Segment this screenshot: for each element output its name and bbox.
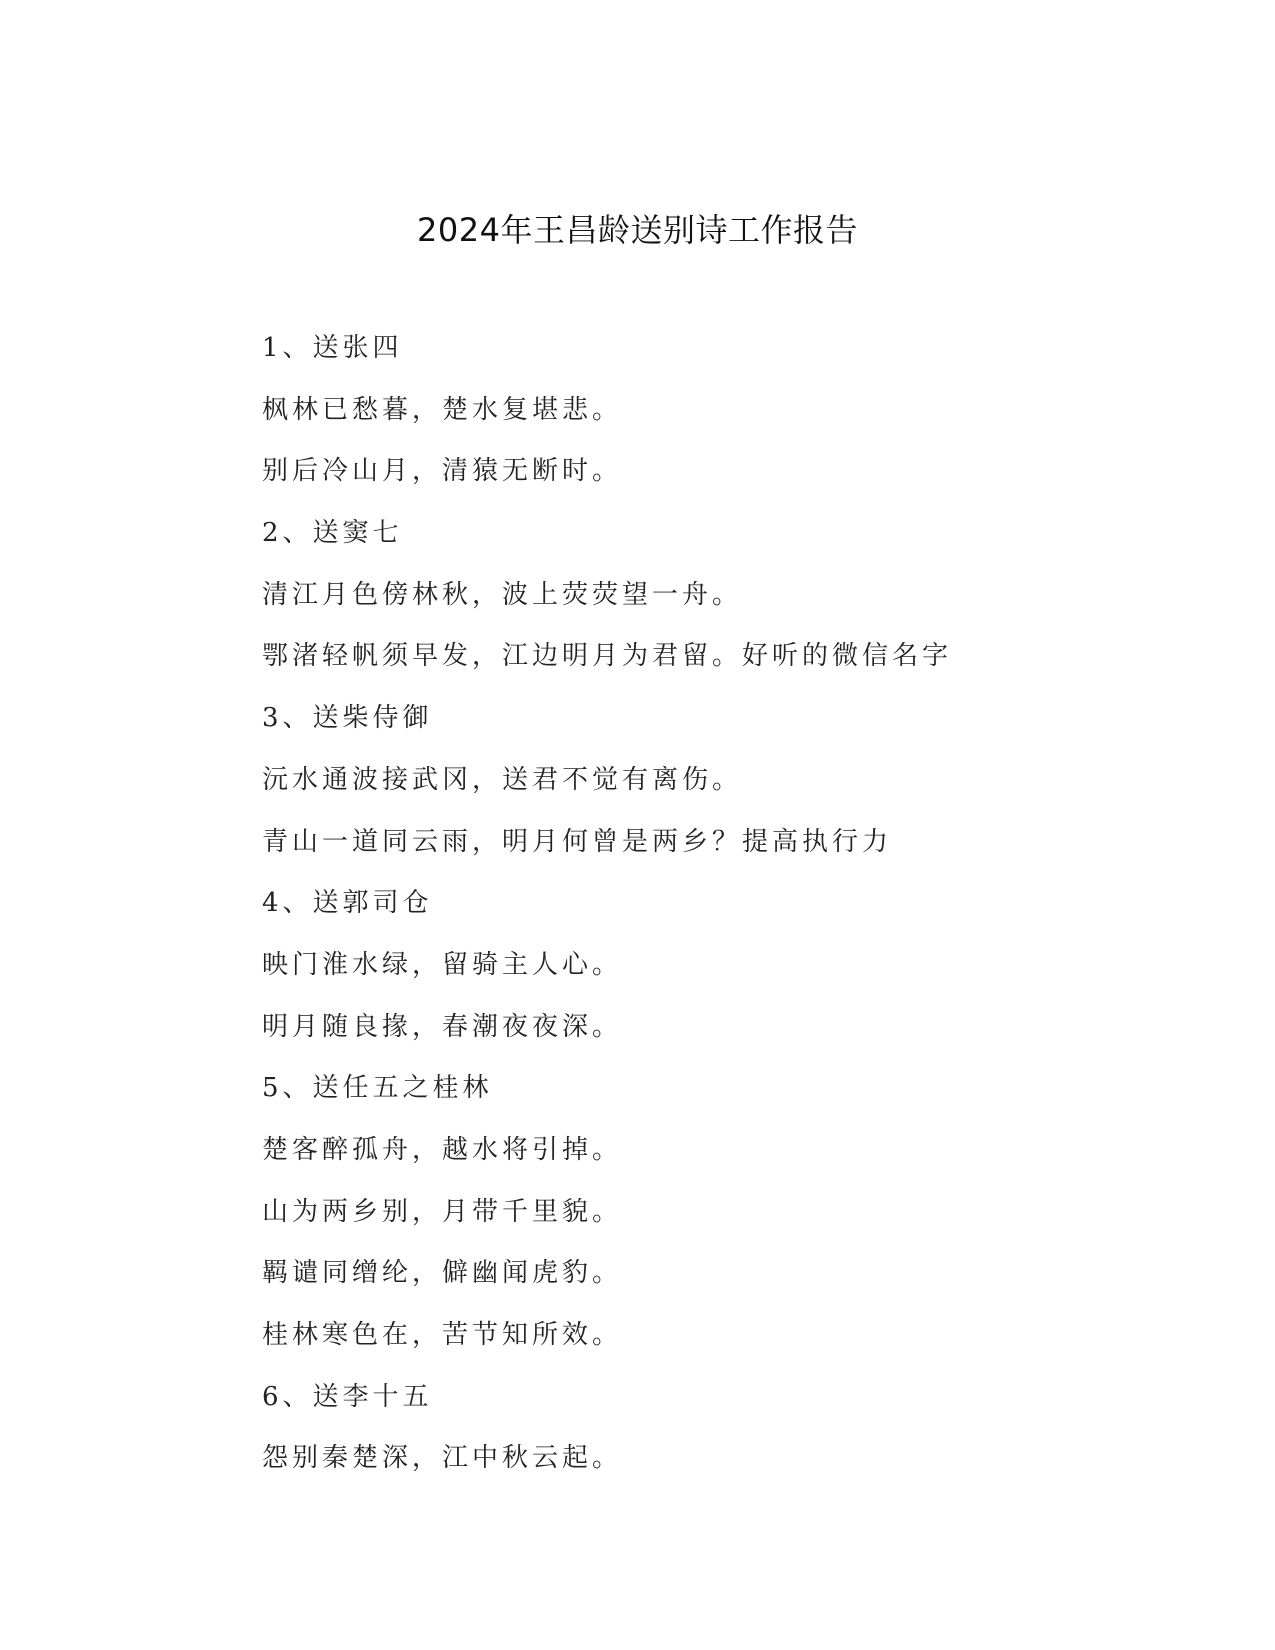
poem-line: 青山一道同云雨，明月何曾是两乡？提高执行力 [262,826,893,857]
poem-line: 别后冷山月，清猿无断时。 [262,456,623,487]
document-title: 2024年王昌龄送别诗工作报告 [417,211,858,249]
poem-line: 鄂渚轻帆须早发，江边明月为君留。好听的微信名字 [262,641,953,672]
poem-line: 映门淮水绿，留骑主人心。 [262,949,623,980]
poem-line: 桂林寒色在，苦节知所效。 [262,1320,623,1350]
poem-line: 清江月色傍林秋，波上荧荧望一舟。 [262,579,743,610]
poem-line: 枫林已愁暮，楚水复堪悲。 [262,394,623,425]
poem-line: 怨别秦楚深，江中秋云起。 [262,1443,623,1474]
poem-line: 沅水通波接武冈，送君不觉有离伤。 [262,764,743,795]
poem-heading: 1、送张四 [262,333,403,363]
poem-line: 羁谴同缯纶，僻幽闻虎豹。 [262,1258,623,1289]
poem-line: 明月随良掾，春潮夜夜深。 [262,1011,623,1042]
poem-heading: 2、送窦七 [262,518,403,549]
poem-line: 山为两乡别，月带千里貌。 [262,1196,623,1227]
poem-heading: 6、送李十五 [262,1381,433,1412]
poem-heading: 4、送郭司仓 [262,888,433,919]
document-body [262,328,1162,1500]
poem-line: 楚客醉孤舟，越水将引掉。 [262,1134,623,1165]
poem-heading: 5、送任五之桂林 [262,1073,493,1104]
poem-heading: 3、送柴侍御 [262,703,433,734]
